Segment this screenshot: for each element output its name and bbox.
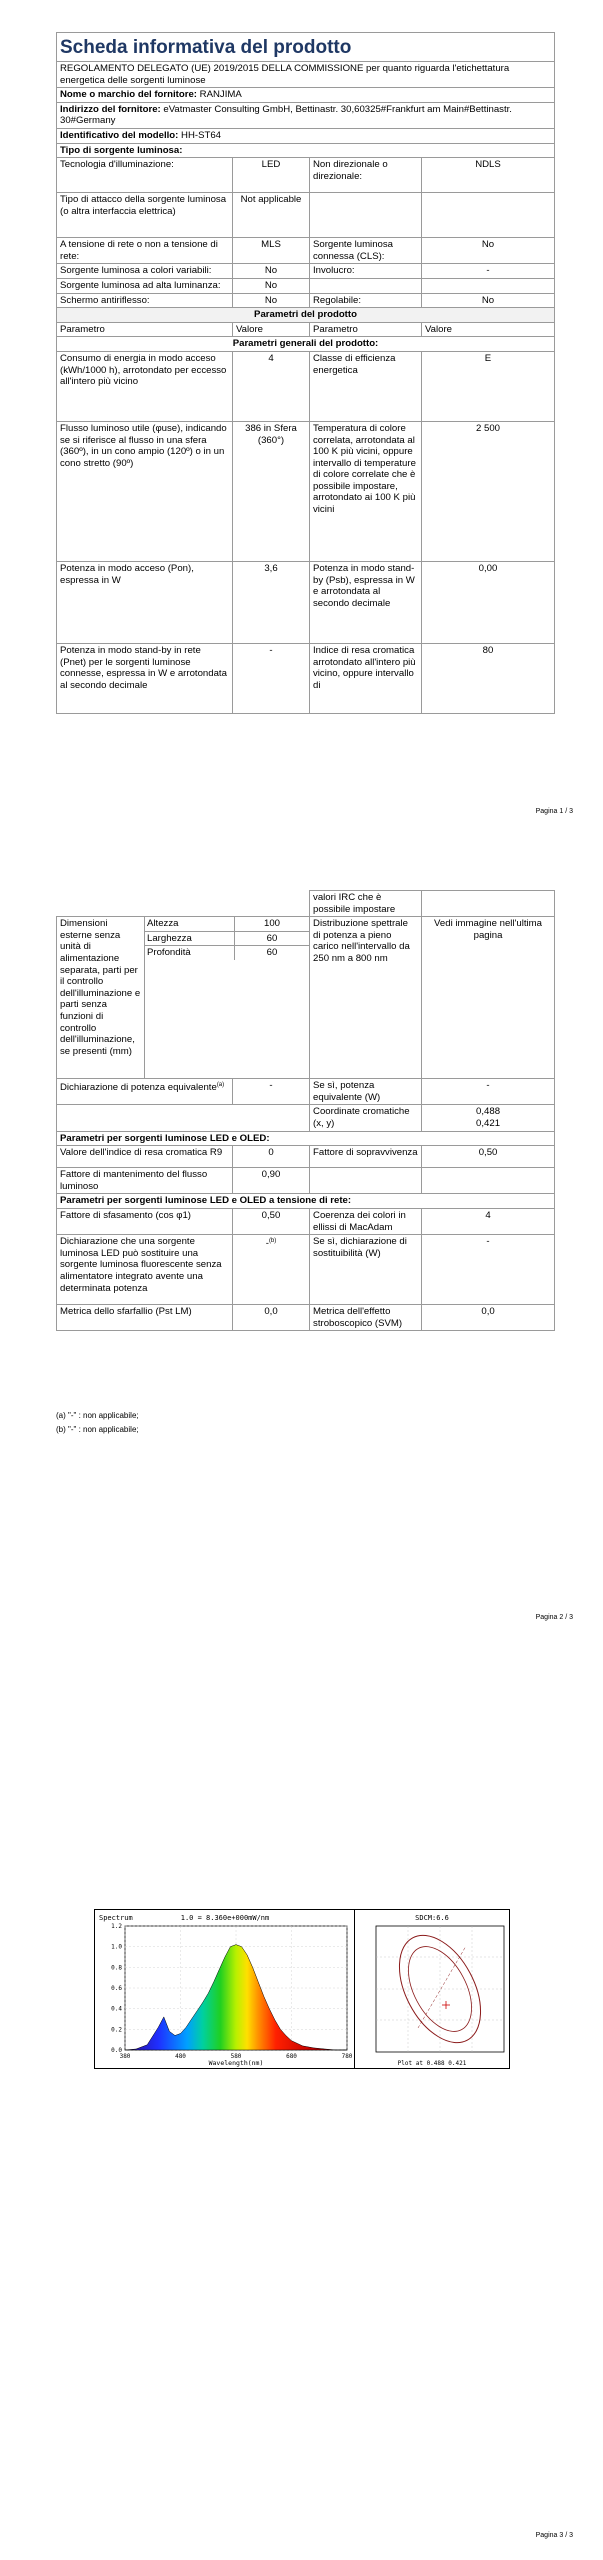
type-title: Tipo di sorgente luminosa:: [57, 143, 555, 158]
table-row: [57, 264, 555, 279]
row-label: Tecnologia d'illuminazione:: [57, 158, 233, 193]
row-value: No: [422, 293, 555, 308]
table-row: [57, 891, 555, 917]
section-title: Parametri per sorgenti luminose LED e OLED:: [57, 1131, 555, 1146]
empty-cell: [422, 891, 555, 917]
row-label: Distribuzione spettrale di potenza a pieno carico nell'intervallo da 250 nm a 800 nm: [310, 917, 422, 1079]
row-label: Indice di resa cromatica arrotondato all'intero più vicino, oppure intervallo di: [310, 643, 422, 713]
table-row: [57, 1208, 555, 1234]
address-label: Indirizzo del fornitore:: [60, 103, 161, 115]
row-label: Fattore di sfasamento (cos φ1): [57, 1208, 233, 1234]
regulation-text: REGOLAMENTO DELEGATO (UE) 2019/2015 DELLA COMMISSIONE per quanto riguarda l'etichettatura energetica delle sorgenti luminose: [57, 62, 555, 88]
equiv-label: Dichiarazione di potenza equivalente: [60, 1082, 217, 1094]
row-value: 0,50: [422, 1146, 555, 1168]
params-title: Parametri del prodotto: [57, 308, 555, 323]
spectrum-figure: [94, 1909, 510, 2069]
row-value: LED: [233, 158, 310, 193]
row-label: Potenza in modo stand-by (Psb), espressa in W e arrotondata al secondo decimale: [310, 561, 422, 643]
table-row: [57, 1305, 555, 1331]
row-label: Involucro:: [310, 264, 422, 279]
row-label: Sorgente luminosa connessa (CLS):: [310, 238, 422, 264]
row-label: Flusso luminoso utile (φuse), indicando se si riferisce al flusso in una sfera (360º), in un cono ampio (120º) o in un cono stretto (90º): [57, 421, 233, 561]
row-label: Valore dell'indice di resa cromatica R9: [57, 1146, 233, 1168]
info-table-page-1: [56, 32, 555, 714]
y-tick-label: 1.0: [111, 1943, 122, 1951]
row-label: valori IRC che è possibile impostare: [310, 891, 422, 917]
footnote-marker: (a): [216, 1082, 225, 1089]
row-value: 0,0: [422, 1305, 555, 1331]
row-value: 0,00: [422, 561, 555, 643]
dimensions-cell: [145, 917, 310, 1079]
row-label: [310, 193, 422, 238]
row-label: Sorgente luminosa a colori variabili:: [57, 264, 233, 279]
row-label: Temperatura di colore correlata, arrotondata al 100 K più vicini, oppure intervallo di temperature di colore correlate che è possibile impostare, arrotondato ai 100 K più vicini: [310, 421, 422, 561]
cie-chart: [354, 1910, 509, 2068]
brand-value: RANJIMA: [199, 89, 242, 101]
row-label: Potenza in modo acceso (Pon), espressa in W: [57, 561, 233, 643]
cie-footer: Plot at 0.488 0.421: [397, 2060, 467, 2067]
y-tick-label: 0.8: [111, 1964, 122, 1972]
empty-cell: [422, 1168, 555, 1194]
x-tick-label: 380: [119, 2053, 131, 2060]
spectrum-chart: [95, 1910, 354, 2068]
row-value: No: [233, 293, 310, 308]
info-table-page-2: [56, 890, 555, 1331]
row-label: Schermo antiriflesso:: [57, 293, 233, 308]
table-row: [57, 1235, 555, 1305]
row-label: Classe di efficienza energetica: [310, 351, 422, 421]
column-header: Valore: [233, 322, 310, 337]
row-value: 0,0: [233, 1305, 310, 1331]
dim-value: 60: [266, 947, 278, 959]
spectrum-series: [125, 1945, 347, 2050]
row-label: Se sì, potenza equivalente (W): [310, 1079, 422, 1105]
table-row: [57, 917, 555, 1079]
row-label: Tipo di attacco della sorgente luminosa (o altra interfaccia elettrica): [57, 193, 233, 238]
fluor-value: -: [265, 1238, 269, 1250]
row-value: 0,50: [233, 1208, 310, 1234]
section-title: Parametri per sorgenti luminose LED e OLED a tensione di rete:: [57, 1194, 555, 1209]
row-label: Non direzionale o direzionale:: [310, 158, 422, 193]
chroma-y: 0,421: [476, 1117, 501, 1129]
page-title: Scheda informativa del prodotto: [57, 33, 555, 62]
row-value: MLS: [233, 238, 310, 264]
row-value: Vedi immagine nell'ultima pagina: [422, 917, 555, 1079]
spectrum-header: 1.0 = 8.360e+000mW/nm: [180, 1914, 270, 1922]
y-tick-label: 1.2: [111, 1923, 122, 1930]
row-value: 4: [422, 1208, 555, 1234]
table-row: [57, 1079, 555, 1105]
row-value: NDLS: [422, 158, 555, 193]
spectrum-panel: [95, 1910, 355, 2068]
dim-name: Altezza: [145, 917, 235, 931]
general-title: Parametri generali del prodotto:: [57, 337, 555, 352]
row-value: [233, 1235, 310, 1305]
row-label: Metrica dell'effetto stroboscopico (SVM): [310, 1305, 422, 1331]
row-label: [57, 1079, 233, 1105]
x-tick-label: 580: [230, 2053, 242, 2060]
page-number: Pagina 3 / 3: [535, 2532, 573, 2539]
model-value: HH-ST64: [181, 129, 221, 141]
empty-cell: [310, 1168, 422, 1194]
dimensions-label: Dimensioni esterne senza unità di alimentazione separata, parti per il controllo dell'illuminazione e parti senza funzioni di controllo dell'illuminazione, se presenti (mm): [57, 917, 145, 1079]
table-row: [57, 1105, 555, 1131]
table-row: [57, 293, 555, 308]
x-tick-label: 480: [175, 2053, 186, 2060]
dim-name: Larghezza: [145, 931, 235, 946]
row-value: No: [233, 278, 310, 293]
row-value: Not applicable: [233, 193, 310, 238]
chroma-x: 0,488: [476, 1106, 501, 1118]
dimensions-table: [145, 917, 309, 960]
row-label: Metrica dello sfarfallio (Pst LM): [57, 1305, 233, 1331]
y-tick-label: 0.2: [111, 2026, 122, 2034]
table-row: [57, 1168, 555, 1194]
supplier-brand-row: [57, 88, 555, 103]
row-label: Coordinate cromatiche (x, y): [310, 1105, 422, 1131]
table-row: [57, 193, 555, 238]
row-label: Dichiarazione che una sorgente luminosa LED può sostituire una sorgente luminosa fluorescente senza alimentatore integrato avente una determinata potenza: [57, 1235, 233, 1305]
table-row: [57, 1146, 555, 1168]
table-row: [57, 421, 555, 561]
row-value: 3,6: [233, 561, 310, 643]
row-value: [422, 278, 555, 293]
row-label: Fattore di sopravvivenza: [310, 1146, 422, 1168]
row-value: [422, 1105, 555, 1131]
model-label: Identificativo del modello:: [60, 129, 179, 141]
row-label: Se sì, dichiarazione di sostituibilità (W): [310, 1235, 422, 1305]
brand-label: Nome o marchio del fornitore:: [60, 89, 197, 101]
column-header: Parametro: [57, 322, 233, 337]
row-value: E: [422, 351, 555, 421]
row-value: 386 in Sfera (360°): [233, 421, 310, 561]
address-value: eVatmaster Consulting GmbH, Bettinastr. 30,60325#Frankfurt am Main#Bettinastr. 30#Germany: [60, 103, 512, 127]
page-number: Pagina 1 / 3: [535, 808, 573, 815]
row-label: Potenza in modo stand-by in rete (Pnet) per le sorgenti luminose connesse, espressa in W e arrotondata al secondo decimale: [57, 643, 233, 713]
cie-panel: [354, 1910, 509, 2068]
row-value: -: [422, 264, 555, 279]
y-tick-label: 0.4: [111, 2005, 122, 2013]
row-value: -: [422, 1079, 555, 1105]
row-value: -: [233, 1079, 310, 1105]
row-value: -: [422, 1235, 555, 1305]
column-headers: [57, 322, 555, 337]
footnote-marker: (b): [268, 1238, 277, 1245]
empty-cell: [57, 1105, 310, 1131]
row-value: No: [233, 264, 310, 279]
table-row: [57, 561, 555, 643]
footnote-b: (b) "-" : non applicabile;: [56, 1425, 139, 1434]
row-value: 4: [233, 351, 310, 421]
cie-title: SDCM:6.6: [415, 1914, 449, 1922]
footnote-a: (a) "-" : non applicabile;: [56, 1411, 139, 1420]
row-label: Consumo di energia in modo acceso (kWh/1000 h), arrotondato per eccesso all'intero più vicino: [57, 351, 233, 421]
x-axis-label: Wavelength(nm): [208, 2059, 264, 2067]
model-row: [57, 128, 555, 143]
row-value: No: [422, 238, 555, 264]
row-label: [310, 278, 422, 293]
row-value: 80: [422, 643, 555, 713]
table-row: [57, 158, 555, 193]
table-row: [57, 351, 555, 421]
table-row: [57, 238, 555, 264]
x-tick-label: 680: [286, 2053, 297, 2060]
row-value: 0,90: [233, 1168, 310, 1194]
dim-value: 60: [235, 931, 310, 946]
spectrum-title: Spectrum: [99, 1914, 133, 1922]
column-header: Parametro: [310, 322, 422, 337]
row-label: Coerenza dei colori in ellissi di MacAdam: [310, 1208, 422, 1234]
row-value: [422, 193, 555, 238]
page-number: Pagina 2 / 3: [535, 1614, 573, 1621]
row-label: A tensione di rete o non a tensione di rete:: [57, 238, 233, 264]
dim-value: 100: [235, 917, 310, 931]
y-tick-label: 0.0: [111, 2047, 122, 2054]
table-row: [57, 278, 555, 293]
row-label: Fattore di mantenimento del flusso luminoso: [57, 1168, 233, 1194]
row-value: 0: [233, 1146, 310, 1168]
row-label: Regolabile:: [310, 293, 422, 308]
dim-name: Profondità: [145, 946, 235, 960]
row-label: Sorgente luminosa ad alta luminanza:: [57, 278, 233, 293]
table-row: [57, 643, 555, 713]
empty-cell: [57, 891, 310, 917]
y-axis-ticks: [111, 1923, 122, 2054]
row-value: -: [233, 643, 310, 713]
supplier-address-row: [57, 102, 555, 128]
y-tick-label: 0.6: [111, 1985, 122, 1992]
row-value: 2 500: [422, 421, 555, 561]
x-tick-label: 780: [341, 2053, 353, 2060]
column-header: Valore: [422, 322, 555, 337]
